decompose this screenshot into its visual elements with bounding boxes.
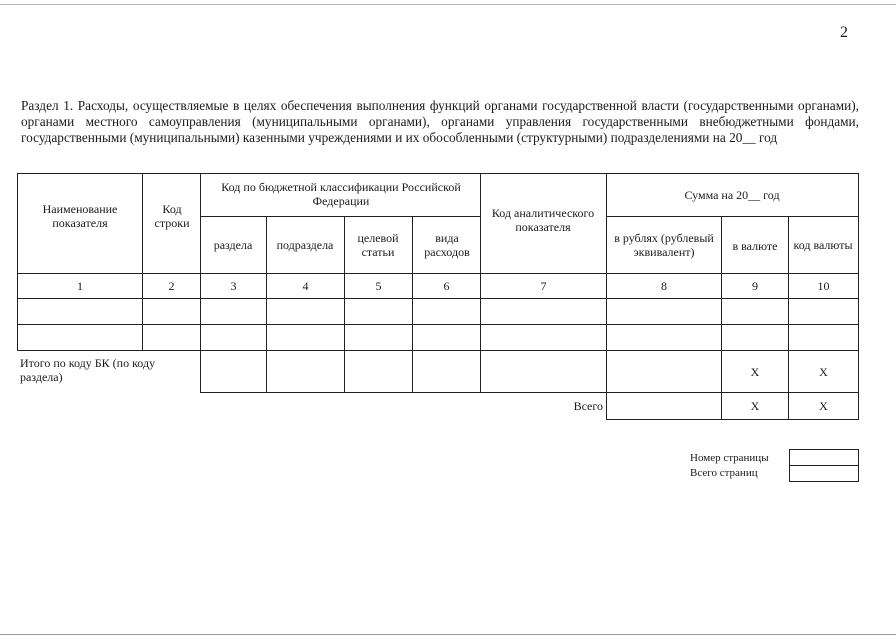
total-all-label: Всего (573, 399, 603, 413)
column-number: 6 (443, 279, 450, 293)
table-line (200, 216, 481, 217)
column-number: 8 (661, 279, 667, 293)
header-currency: в валюте (732, 239, 778, 253)
table-line (17, 324, 859, 325)
column-number: 1 (77, 279, 83, 293)
page-number-label: Номер страницы (690, 452, 769, 464)
x-mark: X (819, 364, 828, 379)
header-currency-code: код валюты (793, 238, 853, 252)
table-line (789, 449, 790, 482)
table-line (606, 216, 859, 217)
column-number: 5 (375, 279, 382, 293)
column-number: 4 (302, 279, 309, 293)
header-target-item: целевой статьи (357, 231, 399, 259)
x-mark: X (750, 364, 760, 379)
table-line (789, 449, 859, 450)
table-line (344, 216, 345, 392)
header-expense-type: вида расходов (424, 231, 470, 259)
table-line (17, 298, 859, 299)
x-mark: X (819, 399, 828, 413)
table-line (266, 216, 267, 392)
table-line (412, 216, 413, 392)
total-by-bk-label: Итого по коду БК (по коду раздела) (20, 356, 156, 384)
header-row-code: Код строки (154, 202, 190, 230)
header-section: раздела (213, 238, 253, 252)
column-number: 2 (168, 279, 175, 293)
total-pages-label: Всего страниц (690, 467, 758, 479)
table-line (142, 173, 143, 350)
header-rubles: в рублях (рублевый эквивалент) (614, 231, 714, 259)
header-budget-classification: Код по бюджетной классификации Российской Федерации (221, 180, 461, 208)
table-line (17, 173, 859, 174)
header-subsection: подраздела (276, 238, 334, 252)
header-analytic-code: Код аналитического показателя (491, 206, 595, 234)
column-number: 10 (817, 279, 830, 293)
table-line (789, 465, 859, 466)
section-title: Раздел 1. Расходы, осуществляемые в целях обеспечения выполнения функций органами государственной власти (государственными органами), органами местного самоуправления (муниципальными органами), органами управления государственными внебюджетными фондами, государственными (муниципальными) казенными учреждениями и их обособленными (структурными) подразделениями на 20__ год (21, 98, 859, 145)
column-number: 9 (752, 279, 758, 293)
table-line (858, 449, 859, 482)
table-line (606, 419, 859, 420)
x-mark: X (750, 399, 760, 413)
header-indicator-name: Наименование показателя (42, 202, 118, 230)
table-line (858, 173, 859, 419)
header-sum-group: Сумма на 20__ год (684, 188, 780, 202)
column-number: 7 (540, 279, 547, 293)
table-line (17, 173, 18, 350)
column-number: 3 (230, 279, 237, 293)
page-number: 2 (840, 24, 848, 41)
table-line (789, 481, 859, 482)
